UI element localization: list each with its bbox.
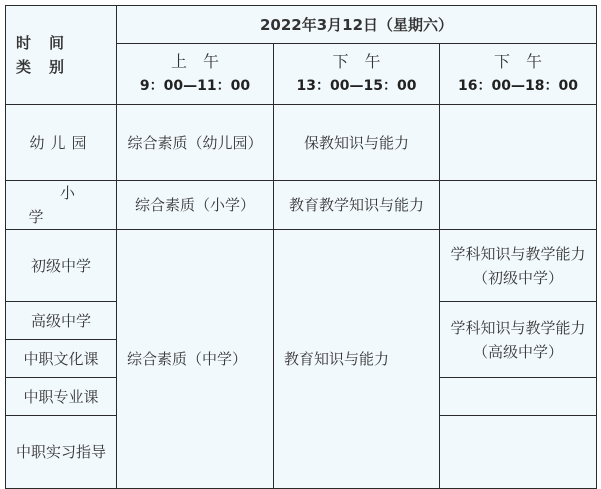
subject-primary-comprehensive: 综合素质（小学） <box>117 181 274 230</box>
corner-header-time: 时间 <box>16 34 83 52</box>
category-label: 高级中学 <box>30 311 91 330</box>
exam-schedule-table <box>5 5 597 489</box>
subject-primary-knowledge: 教育教学知识与能力 <box>274 181 440 230</box>
subject-middle-comprehensive: 综合素质（中学） <box>117 230 274 489</box>
exam-date-header: 2022年3月12日（星期六） <box>117 6 597 44</box>
period-time: 16：00—18：00 <box>458 78 578 94</box>
category-label: 小学 <box>28 184 126 226</box>
category-label: 中职实习指导 <box>15 443 106 461</box>
empty-cell-primary <box>440 181 597 230</box>
category-label: 中职文化课 <box>23 349 99 368</box>
category-senior-middle <box>6 302 117 340</box>
subject-junior-subject-knowledge: 学科知识与教学能力（初级中学） <box>440 230 597 302</box>
period-header-morning <box>117 44 274 105</box>
subject-kindergarten-knowledge: 保教知识与能力 <box>274 105 440 181</box>
period-name: 下午 <box>494 52 559 71</box>
period-time: 13：00—15：00 <box>296 78 417 94</box>
period-header-afternoon-1 <box>274 44 440 105</box>
category-label: 中职专业课 <box>23 387 99 406</box>
empty-cell-vocational-professional <box>440 378 597 416</box>
corner-header-category: 类别 <box>16 58 83 76</box>
category-vocational-culture <box>6 340 117 378</box>
period-name: 上午 <box>170 52 235 71</box>
subject-kindergarten-comprehensive: 综合素质（幼儿园） <box>117 105 274 181</box>
category-primary <box>6 181 126 230</box>
category-kindergarten <box>6 105 117 181</box>
period-header-afternoon-2 <box>440 44 597 105</box>
period-name: 下午 <box>332 52 397 71</box>
corner-header-cell <box>6 6 117 105</box>
period-time: 9：00—11：00 <box>139 78 251 94</box>
category-label: 初级中学 <box>30 256 91 275</box>
subject-senior-subject-knowledge: 学科知识与教学能力（高级中学） <box>440 302 597 378</box>
category-vocational-professional <box>6 378 117 416</box>
category-vocational-practice <box>6 416 117 489</box>
category-junior-middle <box>6 230 117 302</box>
empty-cell-kindergarten <box>440 105 597 181</box>
empty-cell-vocational-practice <box>440 416 597 489</box>
subject-middle-knowledge: 教育知识与能力 <box>274 230 440 489</box>
category-label: 幼儿园 <box>29 133 93 152</box>
